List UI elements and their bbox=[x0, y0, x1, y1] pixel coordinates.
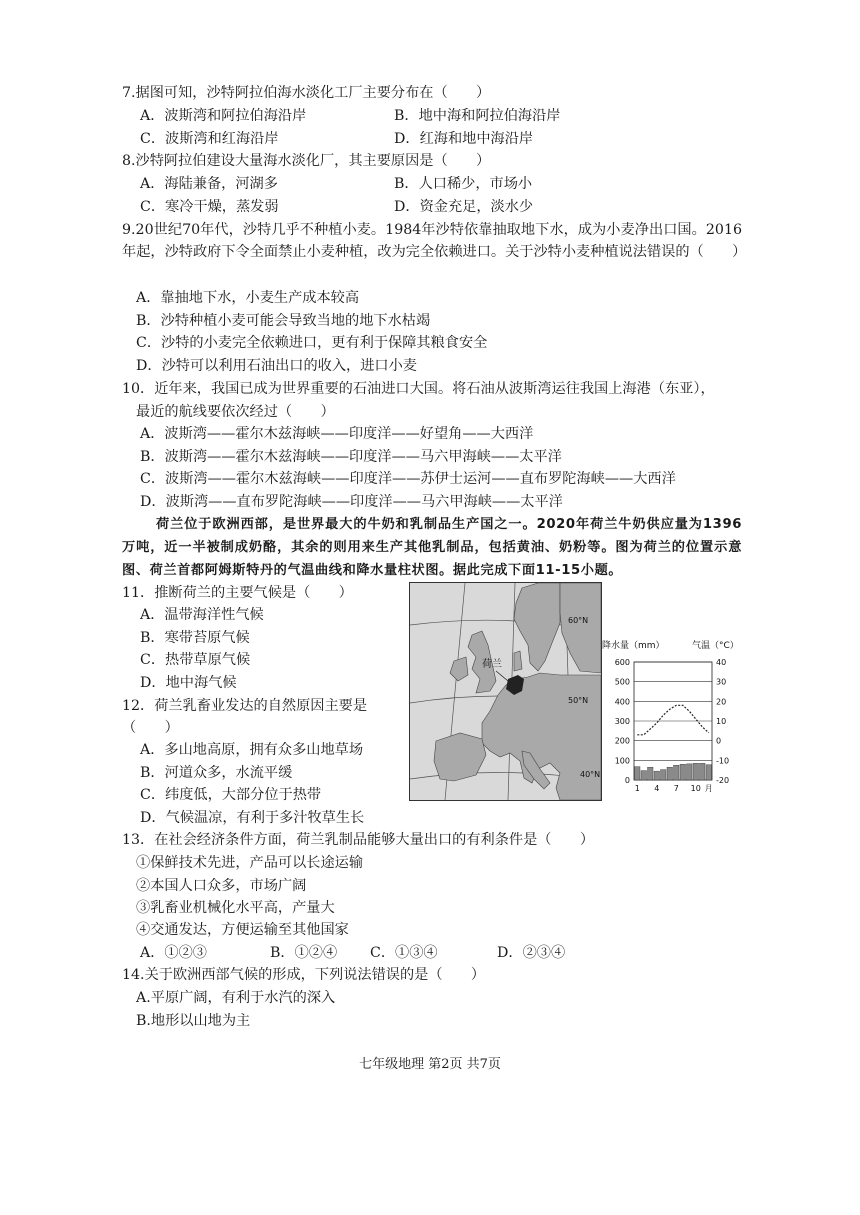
europe-map-svg bbox=[410, 583, 601, 800]
q10-option-c: C．波斯湾——霍尔木兹海峡——印度洋——苏伊士运河——直布罗陀海峡——大西洋 bbox=[140, 471, 676, 487]
q7-option-b: B．地中海和阿拉伯海沿岸 bbox=[394, 108, 561, 124]
q11-option-c: C．热带草原气候 bbox=[140, 652, 251, 668]
precip-tick-label: 400 bbox=[614, 697, 630, 707]
lat-50-label: 50°N bbox=[568, 696, 589, 705]
lat-60-label: 60°N bbox=[568, 616, 589, 625]
q10-stem-line1: 10．近年来，我国已成为世界重要的石油进口大国。将石油从波斯湾运往我国上海港（东亚）， bbox=[122, 381, 715, 397]
q8-option-c: C．寒冷干燥，蒸发弱 bbox=[140, 199, 279, 215]
q10-option-a: A．波斯湾——霍尔木兹海峡——印度洋——好望角——大西洋 bbox=[140, 426, 534, 442]
q14-stem: 14.关于欧洲西部气候的形成，下列说法错误的是（ ） bbox=[122, 967, 486, 983]
reading-passage: 荷兰位于欧洲西部，是世界最大的牛奶和乳制品生产国之一。2020年荷兰牛奶供应量为1396万吨，近一半被制成奶酪，其余的则用来生产其他乳制品，包括黄油、奶粉等。图为荷兰的位置示意图、荷兰首都阿姆斯特丹的气温曲线和降水量柱状图。据此完成下面11-15小题。 bbox=[122, 517, 742, 578]
month-tick-label: 1 bbox=[634, 784, 640, 793]
climate-plot-area bbox=[615, 658, 729, 793]
q9-option-b: B．沙特种植小麦可能会导致当地的地下水枯竭 bbox=[136, 313, 431, 329]
precip-tick-label: 500 bbox=[614, 677, 630, 687]
q8-stem: 8.沙特阿拉伯建设大量海水淡化厂，其主要原因是（ ） bbox=[122, 153, 491, 169]
netherlands-pointer bbox=[496, 671, 508, 681]
precip-tick-label: 200 bbox=[614, 736, 630, 746]
temperature-line bbox=[637, 705, 709, 735]
q13-item-2: ②本国人口众多，市场广阔 bbox=[136, 878, 307, 894]
temp-tick-label: -20 bbox=[716, 776, 730, 785]
q13-item-3: ③乳畜业机械化水平高，产量大 bbox=[136, 900, 335, 916]
q13-stem: 13．在社会经济条件方面，荷兰乳制品能够大量出口的有利条件是（ ） bbox=[122, 832, 595, 848]
q8-option-d: D．资金充足，淡水少 bbox=[394, 199, 534, 215]
temp-tick-label: 30 bbox=[716, 677, 727, 687]
q12-stem-line1: 12．荷兰乳畜业发达的自然原因主要是 bbox=[122, 698, 368, 714]
precip-bar bbox=[700, 763, 706, 780]
precip-bar bbox=[680, 764, 686, 780]
q9-option-d: D．沙特可以利用石油出口的收入，进口小麦 bbox=[136, 358, 417, 374]
precip-tick-label: 0 bbox=[624, 776, 630, 785]
precip-tick-label: 100 bbox=[614, 756, 630, 766]
q12-option-b: B．河道众多，水流平缓 bbox=[140, 765, 293, 781]
q14-option-a: A.平原广阔，有利于水汽的深入 bbox=[136, 990, 336, 1006]
precip-bar bbox=[648, 767, 654, 780]
q10-option-b: B．波斯湾——霍尔木兹海峡——印度洋——马六甲海峡——太平洋 bbox=[140, 449, 562, 465]
q11-option-d: D．地中海气候 bbox=[140, 675, 237, 691]
q12-option-a: A．多山地高原，拥有众多山地草场 bbox=[140, 742, 364, 758]
precip-tick-label: 600 bbox=[614, 658, 630, 667]
lat-40-label: 40°N bbox=[580, 770, 601, 779]
netherlands-location-map bbox=[409, 582, 602, 801]
precip-bar bbox=[635, 767, 641, 780]
q11-option-b: B．寒带苔原气候 bbox=[140, 630, 250, 646]
q9-option-c: C．沙特的小麦完全依赖进口，更有利于保障其粮食安全 bbox=[136, 335, 488, 351]
q10-option-d: D．波斯湾——直布罗陀海峡——印度洋——马六甲海峡——太平洋 bbox=[140, 494, 563, 510]
temp-axis-label: 气温（°C） bbox=[692, 641, 739, 651]
q8-option-a: A．海陆兼备，河湖多 bbox=[140, 176, 278, 192]
precip-bar bbox=[654, 771, 660, 780]
precip-bar bbox=[687, 764, 693, 780]
q12-option-c: C．纬度低，大部分位于热带 bbox=[140, 787, 322, 803]
amsterdam-climate-chart bbox=[600, 638, 742, 798]
precip-bar bbox=[667, 767, 673, 780]
precip-tick-label: 300 bbox=[614, 717, 630, 726]
q7-stem: 7.据图可知，沙特阿拉伯海水淡化工厂主要分布在（ ） bbox=[122, 85, 491, 101]
q13-item-1: ①保鲜技术先进，产品可以长途运输 bbox=[136, 855, 364, 871]
q13-option-d: D．②③④ bbox=[497, 945, 566, 961]
netherlands-label: 荷兰 bbox=[482, 659, 502, 670]
q7-option-c: C．波斯湾和红海沿岸 bbox=[140, 131, 279, 147]
q11-stem: 11．推断荷兰的主要气候是（ ） bbox=[122, 585, 353, 601]
page-footer: 七年级地理 第2页 共7页 bbox=[359, 1057, 501, 1072]
temp-tick-label: 20 bbox=[716, 697, 727, 707]
q7-option-a: A．波斯湾和阿拉伯海沿岸 bbox=[140, 108, 307, 124]
q8-option-b: B．人口稀少，市场小 bbox=[394, 176, 533, 192]
q13-option-a: A．①②③ bbox=[140, 945, 207, 961]
q7-option-d: D．红海和地中海沿岸 bbox=[394, 131, 534, 147]
q11-option-a: A．温带海洋性气候 bbox=[140, 607, 264, 623]
q12-stem-line2: （ ） bbox=[122, 720, 179, 736]
month-unit-label: 月 bbox=[704, 784, 713, 793]
q12-option-d: D．气候温凉，有利于多汁牧草生长 bbox=[140, 810, 365, 826]
precip-bar bbox=[674, 765, 680, 780]
precip-bar bbox=[706, 765, 712, 780]
temp-tick-label: 10 bbox=[716, 717, 727, 726]
q10-stem-line2: 最近的航线要依次经过（ ） bbox=[136, 404, 335, 420]
temp-tick-label: -10 bbox=[716, 756, 730, 766]
precip-bar bbox=[693, 763, 699, 780]
q13-option-b: B．①②④ bbox=[270, 945, 338, 961]
temp-tick-label: 0 bbox=[716, 736, 722, 746]
q13-item-4: ④交通发达，方便运输至其他国家 bbox=[136, 922, 349, 938]
q9-stem: 9.20世纪70年代，沙特几乎不种植小麦。1984年沙特依靠抽取地下水，成为小麦净出口国。2016年起，沙特政府下令全面禁止小麦种植，改为完全依赖进口。关于沙特小麦种植说法错误的（ ） bbox=[122, 222, 747, 260]
month-tick-label: 10 bbox=[690, 784, 701, 793]
precip-bar bbox=[641, 771, 647, 780]
precip-bar bbox=[661, 770, 667, 780]
q14-option-b: B.地形以山地为主 bbox=[136, 1013, 251, 1029]
month-tick-label: 7 bbox=[673, 784, 679, 793]
temp-tick-label: 40 bbox=[716, 658, 727, 667]
month-tick-label: 4 bbox=[654, 784, 660, 793]
q9-option-a: A．靠抽地下水，小麦生产成本较高 bbox=[136, 290, 360, 306]
precip-axis-label: 降水量（mm） bbox=[602, 641, 665, 651]
q13-option-c: C．①③④ bbox=[370, 945, 438, 961]
